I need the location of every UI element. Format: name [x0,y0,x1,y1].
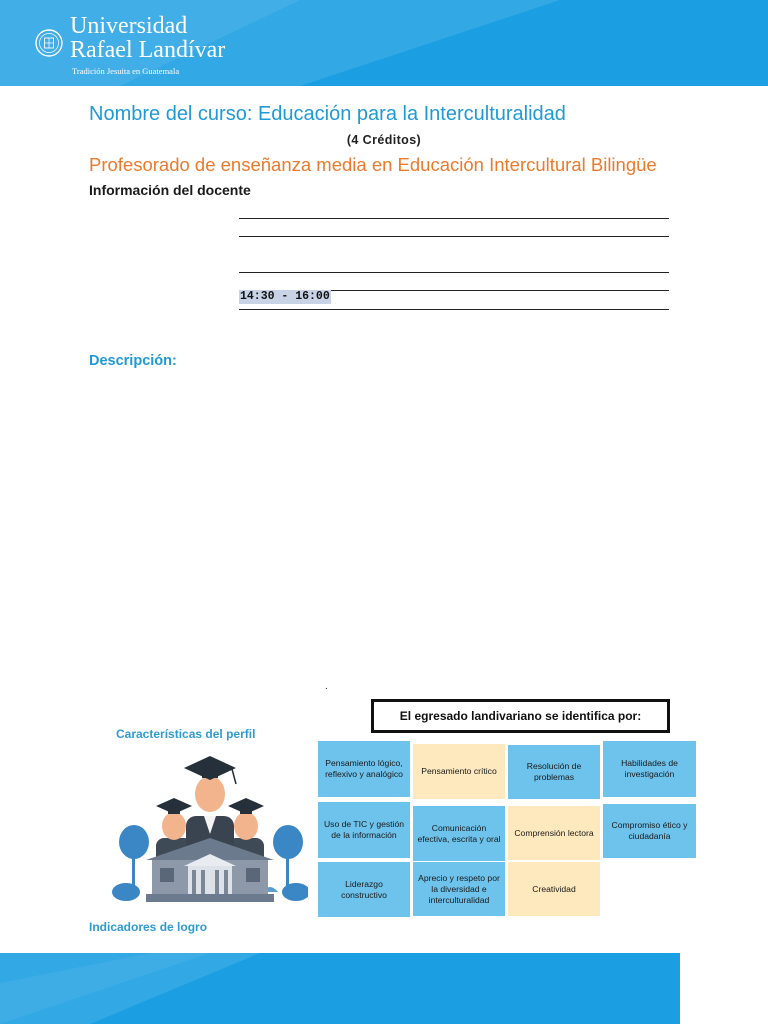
university-name-line1: Universidad [70,13,188,39]
competency-box: Pensamiento lógico, reflexivo y analógico [318,741,410,797]
teacher-info-line [239,272,669,273]
competency-box: Uso de TIC y gestión de la información [318,802,410,858]
competency-box: Liderazgo constructivo [318,862,410,917]
description-heading: Descripción: [89,353,177,369]
teacher-info-line [239,218,669,219]
teacher-info-line [239,309,669,310]
course-title: Nombre del curso: Educación para la Interculturalidad [89,103,566,125]
competency-box: Comprensión lectora [508,806,600,860]
competency-box: Resolución de problemas [508,745,600,799]
profile-characteristics-label: Características del perfil [116,727,256,741]
competency-box: Compromiso ético y ciudadanía [603,804,696,858]
competency-box: Aprecio y respeto por la diversidad e interculturalidad [413,862,505,916]
header-banner [0,0,768,86]
competency-box: Creatividad [508,862,600,916]
university-logo [28,12,288,78]
course-credits: (4 Créditos) [346,133,422,147]
competency-box: Comunicación efectiva, escrita y oral [413,806,505,861]
schedule-time: 14:30 - 16:00 [240,290,330,303]
university-name-line2: Rafael Landívar [70,37,226,63]
teacher-info-line [239,236,669,237]
teacher-info-heading: Información del docente [89,182,251,198]
competency-box: Pensamiento crítico [413,744,505,799]
program-name: Profesorado de enseñanza media en Educación Intercultural Bilingüe [89,154,657,175]
competency-box: Habilidades de investigación [603,741,696,797]
university-tagline: Tradición Jesuita en Guatemala [72,66,180,76]
footer-decoration [0,953,680,1024]
university-seal-icon [34,16,64,70]
university-name [70,14,225,62]
graduates-illustration [112,742,308,910]
graduate-profile-heading: El egresado landivariano se identifica por: [371,699,670,733]
footer-banner [0,953,680,1024]
description-marker: . [325,681,328,692]
achievement-indicators-label: Indicadores de logro [89,920,208,934]
